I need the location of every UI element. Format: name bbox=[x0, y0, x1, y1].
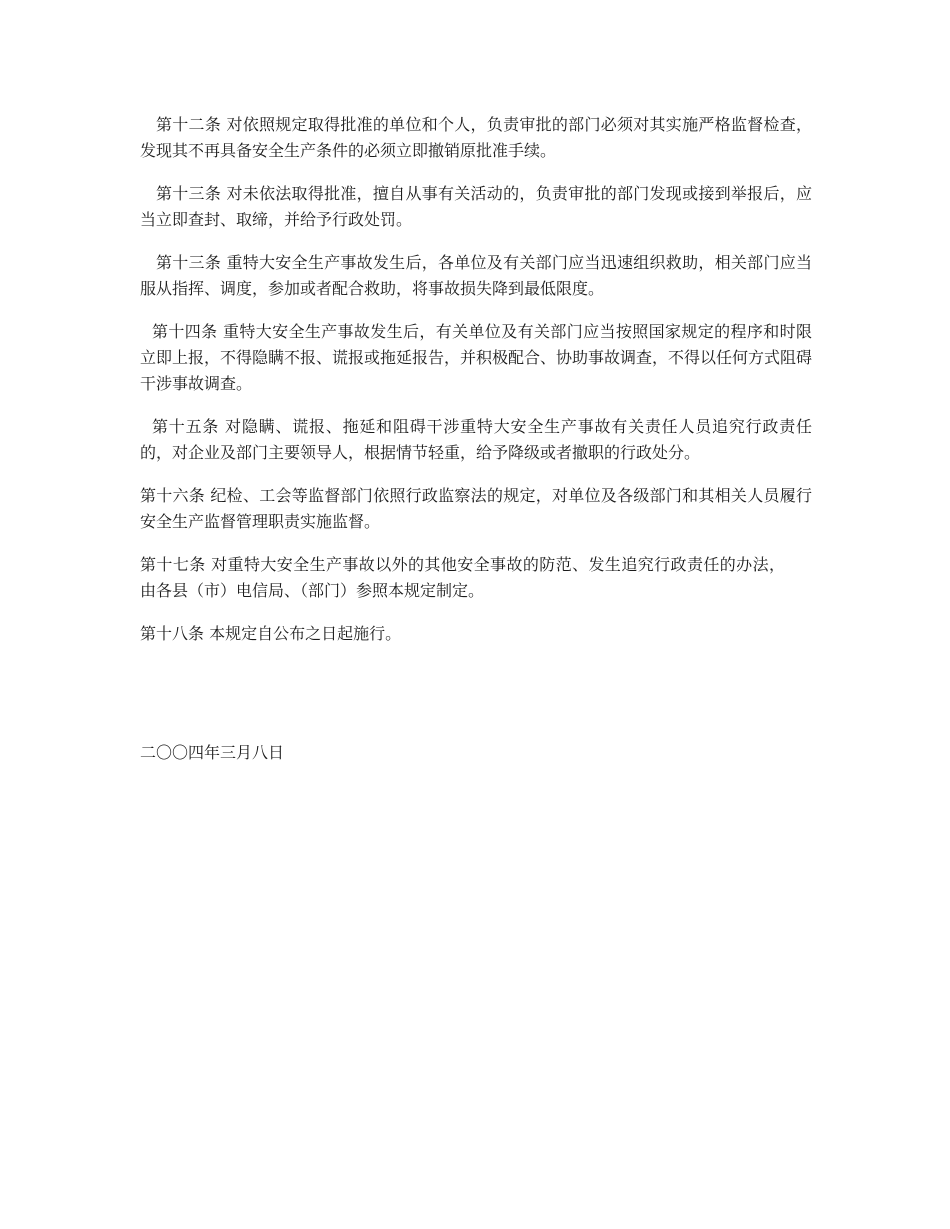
article-14: 第十四条 重特大安全生产事故发生后，有关单位及有关部门应当按照国家规定的程序和时限立即上报，不得隐瞒不报、谎报或拖延报告，并积极配合、协助事故调查，不得以任何方式阻碍干涉事故调查。 bbox=[140, 322, 813, 393]
article-18: 第十八条 本规定自公布之日起施行。 bbox=[140, 624, 402, 643]
document-body bbox=[140, 112, 812, 664]
article-16: 第十六条 纪检、工会等监督部门依照行政监察法的规定，对单位及各级部门和其相关人员履行安全生产监督管理职责实施监督。 bbox=[140, 486, 812, 531]
article-12: 第十二条 对依照规定取得批准的单位和个人，负责审批的部门必须对其实施严格监督检查，发现其不再具备安全生产条件的必须立即撤销原批准手续。 bbox=[140, 115, 812, 160]
article-13a: 第十三条 对未依法取得批准，擅自从事有关活动的，负责审批的部门发现或接到举报后，应当立即查封、取缔，并给予行政处罚。 bbox=[140, 184, 812, 229]
document-date: 二〇〇四年三月八日 bbox=[140, 743, 285, 762]
article-13b: 第十三条 重特大安全生产事故发生后，各单位及有关部门应当迅速组织救助，相关部门应当服从指挥、调度，参加或者配合救助，将事故损失降到最低限度。 bbox=[140, 253, 812, 298]
article-17: 第十七条 对重特大安全生产事故以外的其他安全事故的防范、发生追究行政责任的办法，由各县（市）电信局、（部门）参照本规定制定。 bbox=[140, 555, 785, 600]
article-15: 第十五条 对隐瞒、谎报、拖延和阻碍干涉重特大安全生产事故有关责任人员追究行政责任的，对企业及部门主要领导人，根据情节轻重，给予降级或者撤职的行政处分。 bbox=[140, 417, 812, 462]
